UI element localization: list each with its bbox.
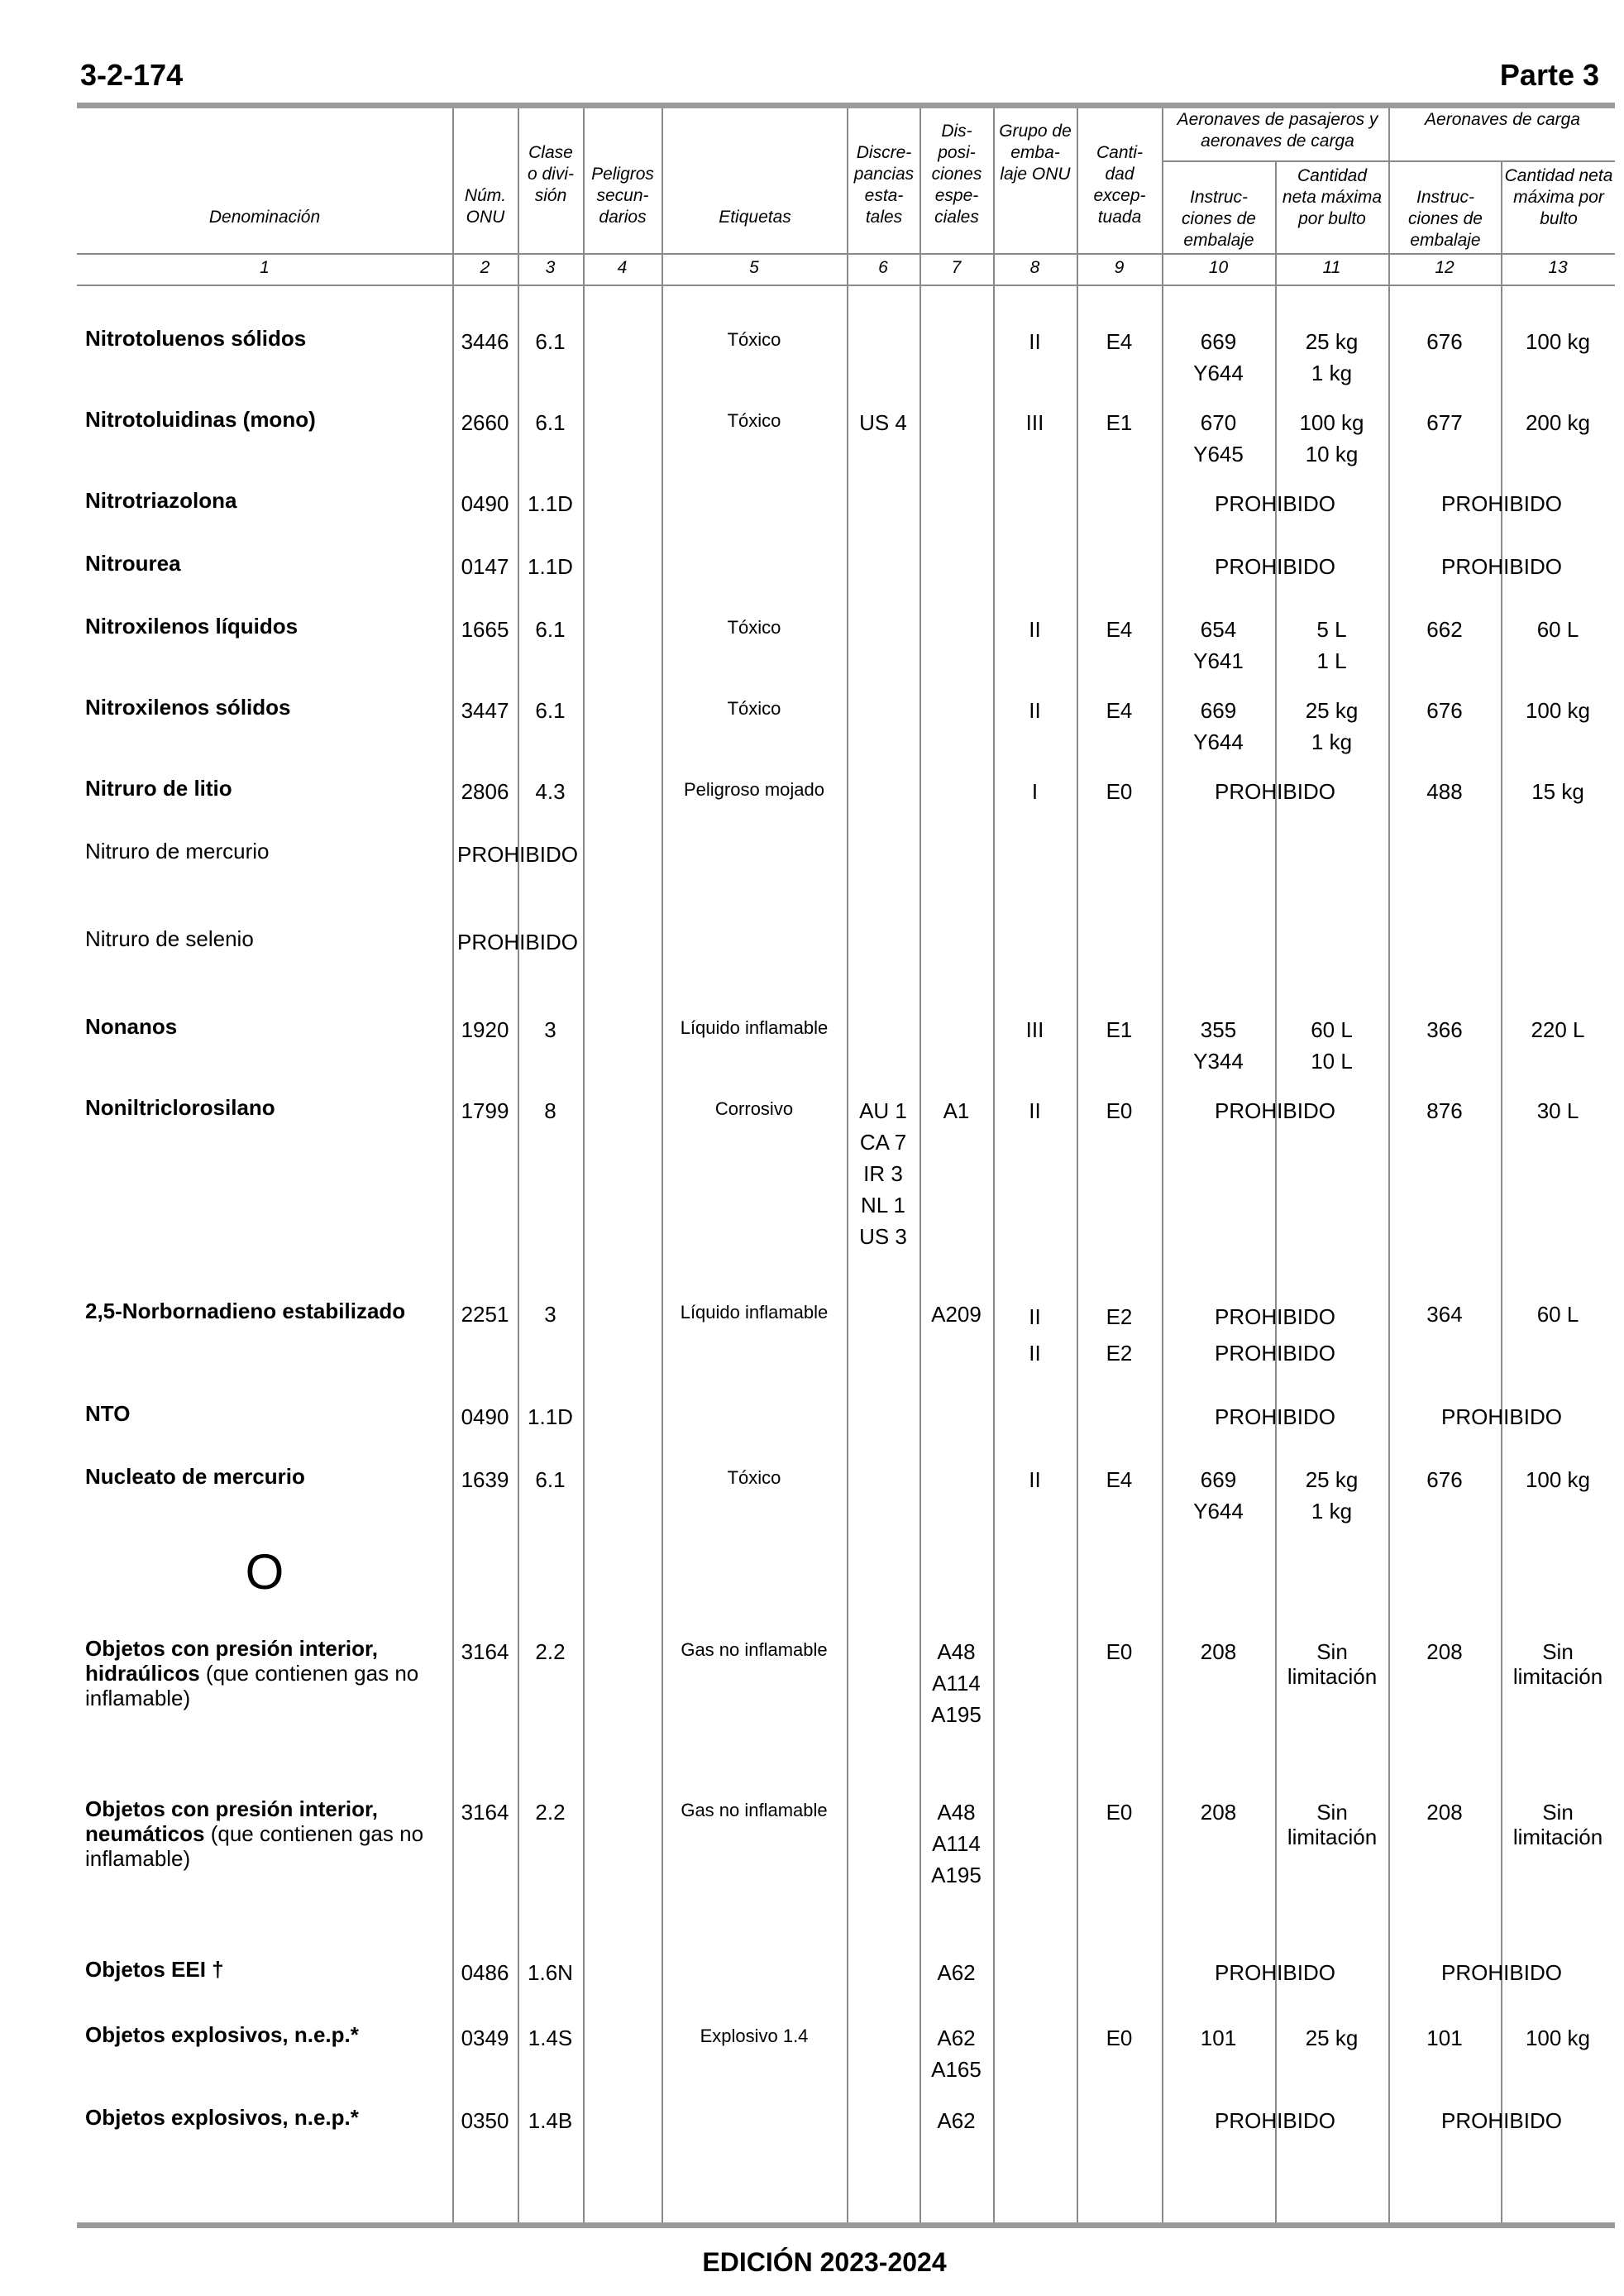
substance-name: Objetos EEI † (85, 1957, 224, 1982)
cargo-quantity: 220 L (1531, 1017, 1585, 1042)
passenger-instruction: 670 Y645 (1193, 410, 1244, 466)
excepted-quantity: E2 E2 (1106, 1304, 1133, 1366)
edition-footer: EDICIÓN 2023-2024 (702, 2247, 947, 2277)
special-provision: A209 (931, 1302, 982, 1327)
cargo-quantity: 100 kg (1525, 1467, 1591, 1492)
un-number: 0350 (461, 2108, 509, 2133)
col-rule (919, 108, 921, 2222)
class-division: 4.3 (535, 779, 566, 804)
passenger-forbidden: PROHIBIDO (1215, 1098, 1335, 1123)
hazard-label: Gas no inflamable (681, 1639, 828, 1660)
cargo-instruction: 208 (1426, 1639, 1463, 1664)
group-rule (1162, 160, 1615, 162)
col-number: 13 (1548, 258, 1568, 277)
packing-group: II II (1029, 1304, 1041, 1366)
packing-group: II (1029, 698, 1041, 723)
packing-group: II (1029, 1098, 1041, 1123)
excepted-quantity: E0 (1106, 779, 1133, 804)
passenger-forbidden: PROHIBIDO (1215, 2108, 1335, 2133)
passenger-instruction: 355 Y344 (1193, 1017, 1244, 1074)
header-peligros: Peligros secun- darios (591, 165, 654, 227)
un-number: 2251 (461, 1302, 509, 1327)
cargo-instruction: 488 (1426, 779, 1463, 804)
un-number: 3447 (461, 698, 509, 723)
un-number: 1639 (461, 1467, 509, 1492)
un-number: 0349 (461, 2026, 509, 2050)
cargo-quantity: 60 L (1536, 1302, 1579, 1327)
header-cantidad-carga: Cantidad neta máxima por bulto (1504, 166, 1613, 228)
passenger-instruction: 669 Y644 (1193, 698, 1244, 754)
passenger-quantity: 25 kg (1305, 2026, 1359, 2050)
class-division: 2.2 (535, 1639, 566, 1664)
cargo-instruction: 208 (1426, 1800, 1463, 1825)
passenger-quantity: 100 kg 10 kg (1299, 410, 1364, 466)
col-number: 3 (545, 258, 556, 277)
col-number: 2 (480, 258, 490, 277)
excepted-quantity: E0 (1106, 1098, 1133, 1123)
excepted-quantity: E4 (1106, 1467, 1133, 1492)
class-division: 1.4S (528, 2026, 573, 2050)
passenger-quantity: 25 kg 1 kg (1305, 329, 1359, 385)
col-number: 12 (1435, 258, 1454, 277)
header-etiquetas: Etiquetas (719, 208, 791, 227)
col-number: 7 (951, 258, 962, 277)
substance-name: Nitroxilenos sólidos (85, 695, 291, 720)
col-number: 5 (749, 258, 759, 277)
header-aeronaves-carga: Aeronaves de carga (1425, 110, 1580, 129)
passenger-forbidden: PROHIBIDO (1215, 779, 1335, 804)
un-number: 0490 (461, 491, 509, 516)
col-number: 4 (617, 258, 628, 277)
page-number: 3-2-174 (80, 58, 184, 92)
cargo-instruction: 677 (1426, 410, 1463, 435)
passenger-quantity: 5 L 1 L (1316, 617, 1347, 673)
col-number: 1 (260, 258, 270, 277)
col-number: 9 (1114, 258, 1125, 277)
header-grupo: Grupo de emba- laje ONU (999, 122, 1072, 184)
class-division: 6.1 (535, 410, 566, 435)
substance-name: Nitroxilenos líquidos (85, 614, 299, 639)
substance-name: Objetos explosivos, n.e.p.* (85, 2022, 359, 2047)
cargo-instruction: 366 (1426, 1017, 1463, 1042)
un-number: 0147 (461, 554, 509, 579)
header-cantidad-exceptuada: Canti- dad excep- tuada (1093, 143, 1146, 227)
header-num-onu: Núm. ONU (464, 186, 507, 227)
class-division: 1.4B (528, 2108, 573, 2133)
substance-name: Nitruro de mercurio (85, 839, 270, 863)
cargo-quantity: 100 kg (1525, 698, 1591, 723)
cargo-forbidden: PROHIBIDO (1441, 491, 1562, 516)
cargo-quantity: 15 kg (1531, 779, 1584, 804)
substance-name: Nitrourea (85, 551, 181, 576)
header-discrepancias: Discre- pancias esta- tales (853, 143, 915, 227)
header-aeronaves-pasajeros: Aeronaves de pasajeros y aeronaves de carga (1177, 110, 1378, 151)
un-number: 1665 (461, 617, 509, 642)
passenger-instruction: 101 (1200, 2026, 1237, 2050)
substance-name: 2,5-Norbornadieno estabilizado (85, 1299, 406, 1323)
class-division: 8 (544, 1098, 556, 1123)
un-number: 3164 (461, 1800, 509, 1825)
cargo-instruction: 676 (1426, 698, 1463, 723)
passenger-instruction: 669 Y644 (1193, 1467, 1244, 1523)
header-clase: Clase o divi- sión (527, 143, 575, 205)
excepted-quantity: E1 (1106, 1017, 1133, 1042)
cargo-instruction: 676 (1426, 1467, 1463, 1492)
passenger-quantity: Sin limitación (1287, 1639, 1378, 1689)
hazard-label: Tóxico (727, 329, 781, 350)
substance-name: Objetos con presión interior, hidraúlicos (que contienen gas no inflamable) (85, 1636, 419, 1710)
class-division: 6.1 (535, 329, 566, 354)
passenger-instruction: 208 (1200, 1639, 1237, 1664)
row-forbidden: PROHIBIDO (457, 842, 578, 867)
col-number: 10 (1208, 258, 1229, 277)
passenger-quantity: 25 kg 1 kg (1305, 698, 1359, 754)
header-instrucciones-pasajeros: Instruc- ciones de embalaje (1182, 188, 1256, 250)
cargo-quantity: 30 L (1536, 1098, 1579, 1123)
un-number: 1799 (461, 1098, 509, 1123)
packing-group: III (1025, 1017, 1044, 1042)
un-number: 0490 (461, 1404, 509, 1429)
cargo-instruction: 364 (1426, 1302, 1463, 1327)
state-variations: AU 1 CA 7 IR 3 NL 1 US 3 (859, 1098, 907, 1249)
packing-group: II (1029, 1467, 1041, 1492)
colnum-rule (77, 285, 1615, 286)
substance-name: Nitruro de selenio (85, 926, 254, 951)
header-rule (77, 253, 1615, 255)
passenger-instruction: 654 Y641 (1193, 617, 1244, 673)
state-variation: US 4 (859, 410, 907, 435)
class-division: 1.1D (528, 491, 573, 516)
cargo-quantity: 200 kg (1525, 410, 1591, 435)
class-division: 1.1D (528, 554, 573, 579)
passenger-forbidden: PROHIBIDO (1215, 1404, 1335, 1429)
passenger-forbidden: PROHIBIDO (1215, 554, 1335, 579)
hazard-label: Líquido inflamable (680, 1017, 829, 1038)
cargo-quantity: Sin limitación (1512, 1639, 1603, 1689)
substance-name: Objetos explosivos, n.e.p.* (85, 2105, 359, 2130)
cargo-instruction: 876 (1426, 1098, 1463, 1123)
cargo-quantity: Sin limitación (1512, 1800, 1603, 1849)
substance-name: Nonanos (85, 1014, 178, 1039)
un-number: 2806 (461, 779, 509, 804)
special-provision: A1 (943, 1098, 970, 1123)
passenger-instruction: 208 (1200, 1800, 1237, 1825)
cargo-quantity: 100 kg (1525, 2026, 1591, 2050)
substance-name: Nucleato de mercurio (85, 1464, 305, 1489)
excepted-quantity: E4 (1106, 698, 1133, 723)
hazard-label: Peligroso mojado (684, 779, 824, 800)
col-rule (583, 108, 585, 2222)
cargo-forbidden: PROHIBIDO (1441, 2108, 1562, 2133)
substance-name: NTO (85, 1401, 131, 1426)
hazard-label: Gas no inflamable (681, 1800, 828, 1820)
class-division: 1.6N (528, 1960, 573, 1985)
passenger-quantity: 25 kg 1 kg (1305, 1467, 1359, 1523)
excepted-quantity: E4 (1106, 329, 1133, 354)
header-cantidad-pasajeros: Cantidad neta máxima por bulto (1282, 166, 1383, 228)
row-forbidden: PROHIBIDO (457, 930, 578, 954)
hazard-label: Tóxico (727, 617, 781, 638)
class-division: 6.1 (535, 1467, 566, 1492)
excepted-quantity: E0 (1106, 1800, 1133, 1825)
un-number: 2660 (461, 410, 509, 435)
cargo-instruction: 101 (1426, 2026, 1463, 2050)
part-title: Parte 3 (1499, 58, 1599, 92)
special-provisions: A48 A114 A195 (931, 1639, 982, 1727)
packing-group: III (1025, 410, 1044, 435)
substance-name: Objetos con presión interior, neumáticos (que contienen gas no inflamable) (85, 1796, 424, 1871)
un-number: 1920 (461, 1017, 509, 1042)
excepted-quantity: E4 (1106, 617, 1133, 642)
hazard-label: Tóxico (727, 698, 781, 719)
passenger-instruction: 669 Y644 (1193, 329, 1244, 385)
header-denominacion: Denominación (208, 208, 321, 227)
passenger-quantity: Sin limitación (1287, 1800, 1378, 1849)
packing-group: II (1029, 329, 1041, 354)
top-rule (77, 103, 1615, 108)
substance-name: Noniltriclorosilano (85, 1095, 275, 1120)
hazard-label: Tóxico (727, 410, 781, 431)
un-number: 3164 (461, 1639, 509, 1664)
cargo-instruction: 676 (1426, 329, 1463, 354)
hazard-label: Explosivo 1.4 (700, 2026, 809, 2046)
passenger-forbidden: PROHIBIDO (1215, 1960, 1335, 1985)
hazard-label: Corrosivo (714, 1098, 794, 1119)
un-number: 3446 (461, 329, 509, 354)
class-division: 2.2 (535, 1800, 566, 1825)
class-division: 3 (544, 1302, 556, 1327)
col-rule (1501, 162, 1502, 2222)
cargo-forbidden: PROHIBIDO (1441, 554, 1562, 579)
col-number: 8 (1029, 258, 1040, 277)
substance-name: Nitruro de litio (85, 776, 232, 801)
cargo-forbidden: PROHIBIDO (1441, 1404, 1562, 1429)
excepted-quantity: E0 (1106, 2026, 1133, 2050)
excepted-quantity: E1 (1106, 410, 1133, 435)
hazard-label: Tóxico (727, 1467, 781, 1488)
class-division: 1.1D (528, 1404, 573, 1429)
passenger-forbidden: PROHIBIDO (1215, 491, 1335, 516)
cargo-quantity: 100 kg (1525, 329, 1591, 354)
cargo-quantity: 60 L (1536, 617, 1579, 642)
special-provisions: A48 A114 A195 (931, 1800, 982, 1887)
substance-name: Nitrotoluenos sólidos (85, 326, 307, 351)
packing-group: I (1031, 779, 1039, 804)
special-provision: A62 (937, 1960, 976, 1985)
cargo-instruction: 662 (1426, 617, 1463, 642)
header-instrucciones-carga: Instruc- ciones de embalaje (1408, 188, 1483, 250)
col-rule (1275, 162, 1277, 2222)
passenger-quantity: 60 L 10 L (1311, 1017, 1353, 1074)
header-disposiciones: Dis- posi- ciones espe- ciales (931, 122, 982, 227)
special-provision: A62 (937, 2108, 976, 2133)
col-number: 6 (878, 258, 888, 277)
class-division: 3 (544, 1017, 556, 1042)
class-division: 6.1 (535, 698, 566, 723)
packing-group: II (1029, 617, 1041, 642)
un-number: 0486 (461, 1960, 509, 1985)
excepted-quantity: E0 (1106, 1639, 1133, 1664)
cargo-forbidden: PROHIBIDO (1441, 1960, 1562, 1985)
bottom-rule (77, 2222, 1615, 2228)
hazard-label: Líquido inflamable (680, 1302, 829, 1323)
col-number: 11 (1322, 258, 1341, 277)
special-provisions: A62 A165 (931, 2026, 982, 2082)
class-division: 6.1 (535, 617, 566, 642)
passenger-forbidden: PROHIBIDO PROHIBIDO (1215, 1304, 1335, 1366)
substance-name: Nitrotoluidinas (mono) (85, 407, 316, 432)
section-letter: O (245, 1544, 284, 1600)
substance-name: Nitrotriazolona (85, 488, 237, 513)
